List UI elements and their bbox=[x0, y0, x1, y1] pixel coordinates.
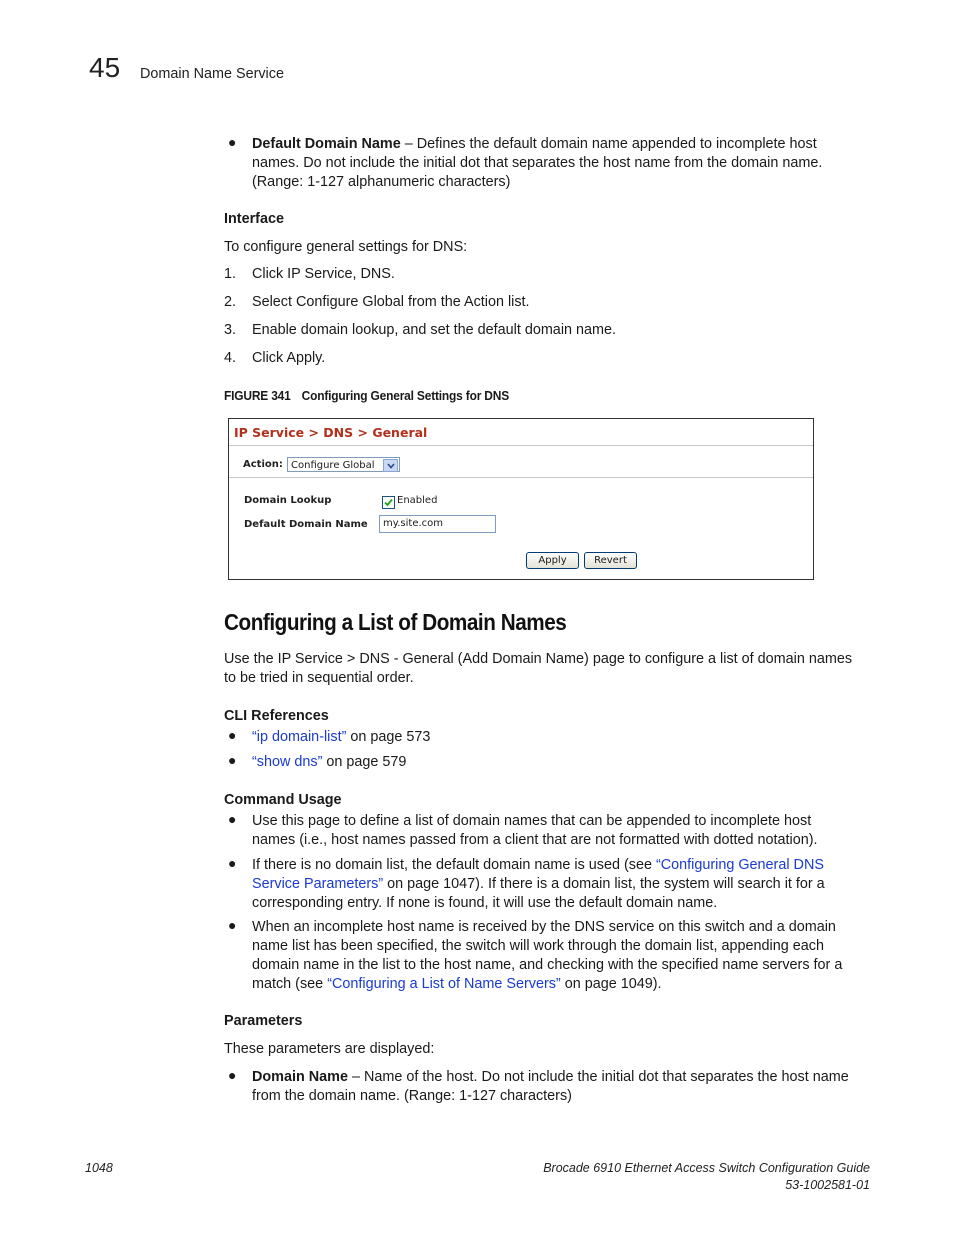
action-select[interactable]: Configure Global bbox=[287, 457, 400, 472]
section-intro: Use the IP Service > DNS - General (Add Domain Name) page to configure a list of domain names to be tried in sequential order. bbox=[224, 651, 853, 686]
action-label: Action: bbox=[243, 459, 283, 470]
config-dns-link[interactable]: Service Parameters” bbox=[252, 876, 384, 892]
bullet-icon: ● bbox=[228, 811, 237, 827]
domain-name-param: Domain Name – Name of the host. Do not include the initial dot that separates the host name from the domain name. (Range: 1-127 characters) bbox=[252, 1069, 849, 1104]
interface-heading: Interface bbox=[224, 211, 284, 227]
cli-reference-item: “show dns” on page 579 bbox=[252, 754, 407, 770]
step-number: 4. bbox=[224, 350, 237, 366]
doc-title: Brocade 6910 Ethernet Access Switch Configuration Guide bbox=[543, 1161, 870, 1175]
default-domain-bullet: Default Domain Name – Defines the default domain name appended to incomplete host names. Do not include the initial dot that separates the host name from the domain name. (Range: 1-127 alphanumeric characters) bbox=[252, 136, 823, 190]
bullet-icon: ● bbox=[228, 1067, 237, 1083]
config-dns-link[interactable]: “Configuring General DNS bbox=[655, 857, 824, 873]
domain-lookup-label: Domain Lookup bbox=[244, 495, 332, 506]
doc-number: 53-1002581-01 bbox=[785, 1178, 870, 1192]
cli-reference-link[interactable]: “show dns” bbox=[252, 754, 323, 770]
figure-title: Configuring General Settings for DNS bbox=[301, 388, 510, 403]
step-number: 1. bbox=[224, 266, 237, 282]
usage-item: Use this page to define a list of domain names that can be appended to incomplete host names (i.e., host names passed from a client that are not formatted with dotted notation). bbox=[252, 813, 818, 848]
step-text: Enable domain lookup, and set the default domain name. bbox=[252, 322, 617, 338]
apply-button[interactable]: Apply bbox=[526, 552, 579, 569]
chapter-title: Domain Name Service bbox=[140, 66, 284, 82]
step-text: Click Apply. bbox=[252, 350, 326, 366]
figure-label: FIGURE 341 bbox=[224, 388, 291, 403]
figure-caption bbox=[224, 388, 509, 403]
command-usage-heading: Command Usage bbox=[224, 792, 342, 808]
bullet-icon: ● bbox=[228, 727, 237, 743]
bullet-icon: ● bbox=[228, 752, 237, 768]
enabled-label: Enabled bbox=[397, 495, 438, 506]
bullet-icon: ● bbox=[228, 917, 237, 933]
step-text: Select Configure Global from the Action list. bbox=[252, 294, 530, 310]
figure-screenshot bbox=[228, 418, 814, 580]
usage-item: If there is no domain list, the default domain name is used (see “Configuring General DNS Service Parameters” on page 1047). If there is a domain list, the system will search it for a corresponding entry. If none is found, it will use the default domain name. bbox=[252, 857, 825, 911]
checkmark-icon bbox=[384, 498, 393, 507]
bullet-icon: ● bbox=[228, 134, 237, 150]
default-domain-name-input[interactable]: my.site.com bbox=[379, 515, 496, 533]
revert-button[interactable]: Revert bbox=[584, 552, 637, 569]
step-number: 3. bbox=[224, 322, 237, 338]
step-number: 2. bbox=[224, 294, 237, 310]
bullet-icon: ● bbox=[228, 855, 237, 871]
usage-item: When an incomplete host name is received by the DNS service on this switch and a domain name list has been specified, the switch will work through the domain list, appending each domain name in the list to the host name, and checking with the specified name servers for a match (see “Configuring a List of Name Servers” on page 1049). bbox=[252, 919, 843, 992]
section-title: Configuring a List of Domain Names bbox=[224, 609, 567, 635]
chapter-number: 45 bbox=[89, 52, 121, 83]
cli-references-heading: CLI References bbox=[224, 708, 329, 724]
name-servers-link[interactable]: “Configuring a List of Name Servers” bbox=[327, 976, 561, 992]
page-title: IP Service > DNS > General bbox=[234, 425, 428, 440]
cli-reference-link[interactable]: “ip domain-list” bbox=[252, 729, 347, 745]
default-domain-name-label: Default Domain Name bbox=[244, 519, 368, 530]
interface-lead: To configure general settings for DNS: bbox=[224, 239, 468, 255]
divider bbox=[229, 445, 813, 446]
domain-lookup-checkbox[interactable] bbox=[382, 496, 395, 509]
cli-reference-item: “ip domain-list” on page 573 bbox=[252, 729, 431, 745]
parameters-lead: These parameters are displayed: bbox=[224, 1041, 435, 1057]
divider bbox=[229, 477, 813, 478]
page-number: 1048 bbox=[85, 1161, 113, 1175]
step-text: Click IP Service, DNS. bbox=[252, 266, 395, 282]
chevron-down-icon bbox=[383, 459, 398, 472]
parameters-heading: Parameters bbox=[224, 1013, 303, 1029]
